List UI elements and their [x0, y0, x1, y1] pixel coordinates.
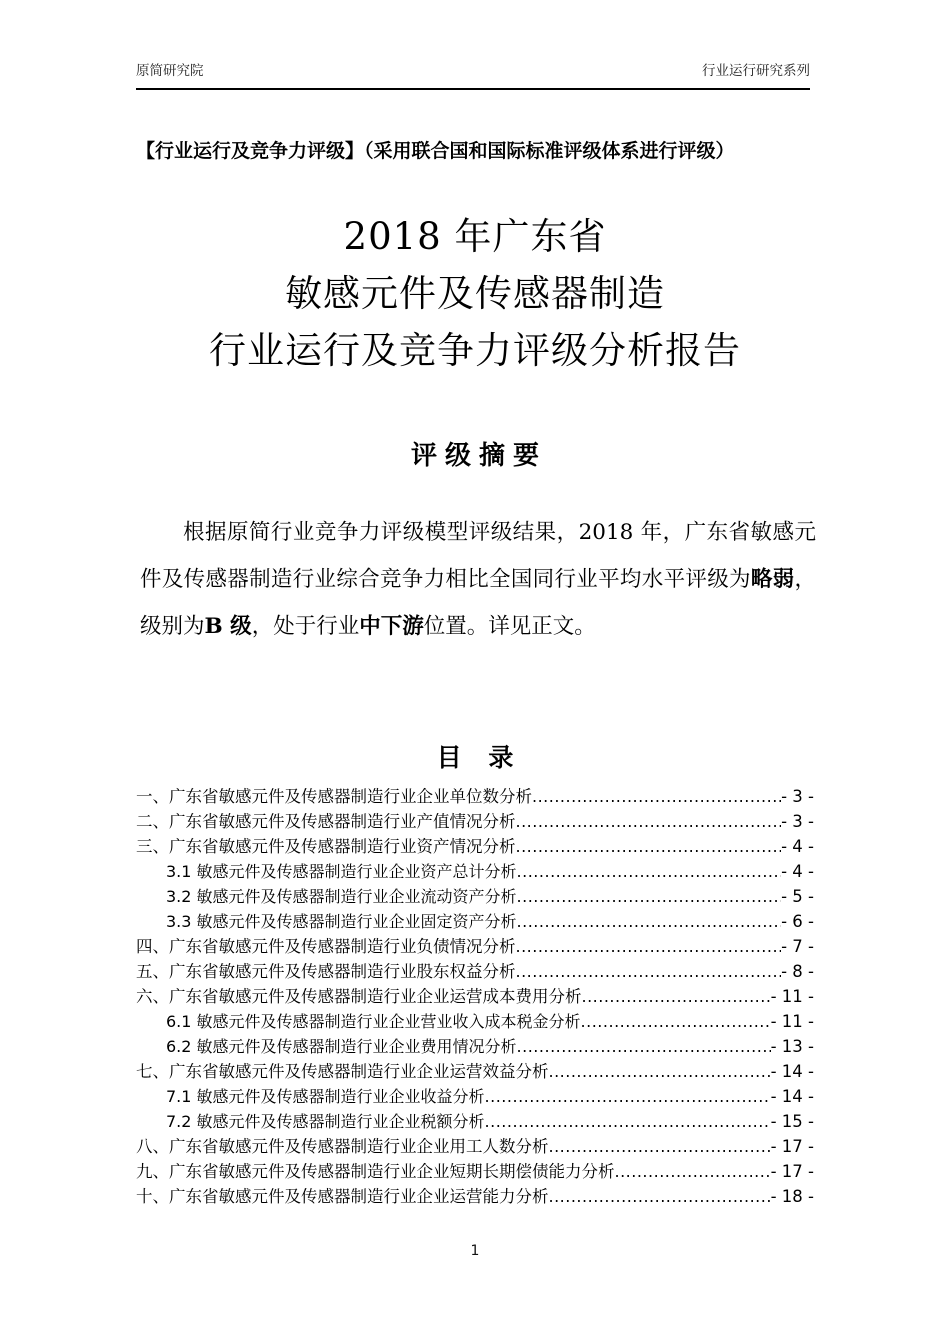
- summary-emphasis-grade: B 级: [204, 613, 252, 639]
- toc-entry-page: - 13 -: [770, 1037, 814, 1056]
- toc-entry[interactable]: [136, 1084, 814, 1109]
- title-line-3: 行业运行及竞争力评级分析报告: [209, 329, 741, 372]
- title-line-1: 2018 年广东省: [343, 215, 607, 258]
- toc-entry[interactable]: [136, 1109, 814, 1134]
- toc-dot-leader: [517, 909, 782, 934]
- summary-text-part-1: 根据原简行业竞争力评级模型评级结果，2018 年，广东省敏感元件及传感器制造行业综合竞争力相比全国同行业平均水平评级为: [140, 519, 816, 592]
- toc-entry-label: 十、广东省敏感元件及传感器制造行业企业运营能力分析: [136, 1187, 549, 1206]
- toc-entry[interactable]: [136, 1159, 814, 1184]
- header-divider-rule: [136, 88, 810, 90]
- toc-entry-label: 3.3 敏感元件及传感器制造行业企业固定资产分析: [166, 912, 517, 931]
- summary-text-part-4: 位置。详见正文。: [423, 613, 596, 639]
- running-header: [136, 62, 810, 80]
- toc-dot-leader: [582, 984, 771, 1009]
- title-line-2: 敏感元件及传感器制造: [285, 272, 665, 315]
- toc-dot-leader: [615, 1159, 771, 1184]
- toc-entry-label: 3.2 敏感元件及传感器制造行业企业流动资产分析: [166, 887, 517, 906]
- toc-entry-label: 一、广东省敏感元件及传感器制造行业企业单位数分析: [136, 787, 532, 806]
- toc-entry-page: - 11 -: [770, 987, 814, 1006]
- toc-entry-page: - 17 -: [770, 1137, 814, 1156]
- toc-entry[interactable]: [136, 1009, 814, 1034]
- summary-emphasis-rating: 略弱: [750, 566, 795, 592]
- toc-entry-label: 6.2 敏感元件及传感器制造行业企业费用情况分析: [166, 1037, 517, 1056]
- header-organization: 原简研究院: [136, 63, 204, 79]
- toc-entry-label: 九、广东省敏感元件及传感器制造行业企业短期长期偿债能力分析: [136, 1162, 615, 1181]
- toc-dot-leader: [517, 884, 782, 909]
- toc-entry-label: 四、广东省敏感元件及传感器制造行业负债情况分析: [136, 937, 516, 956]
- toc-entry[interactable]: [136, 834, 814, 859]
- toc-entry-label: 三、广东省敏感元件及传感器制造行业资产情况分析: [136, 837, 516, 856]
- toc-entry-label: 八、广东省敏感元件及传感器制造行业企业用工人数分析: [136, 1137, 549, 1156]
- toc-entry-page: - 8 -: [781, 962, 814, 981]
- toc-entry[interactable]: [136, 1059, 814, 1084]
- toc-entry-label: 七、广东省敏感元件及传感器制造行业企业运营效益分析: [136, 1062, 549, 1081]
- toc-entry[interactable]: [136, 859, 814, 884]
- document-title: [0, 208, 950, 379]
- toc-entry-page: - 18 -: [770, 1187, 814, 1206]
- toc-entry-page: - 14 -: [770, 1062, 814, 1081]
- summary-heading: 评级摘要: [410, 441, 547, 471]
- toc-entry-page: - 14 -: [770, 1087, 814, 1106]
- summary-text-part-3: ，处于行业: [251, 613, 360, 639]
- toc-entry[interactable]: [136, 809, 814, 834]
- toc-entry[interactable]: [136, 1134, 814, 1159]
- toc-entry[interactable]: [136, 934, 814, 959]
- toc-entry[interactable]: [136, 1034, 814, 1059]
- toc-entry[interactable]: [136, 784, 814, 809]
- rating-band-subtitle: 【行业运行及竞争力评级】（采用联合国和国际标准评级体系进行评级）: [136, 140, 735, 162]
- toc-entry-page: - 17 -: [770, 1162, 814, 1181]
- toc-entry-page: - 6 -: [781, 912, 814, 931]
- toc-dot-leader: [485, 1109, 771, 1134]
- toc-entry-label: 6.1 敏感元件及传感器制造行业企业营业收入成本税金分析: [166, 1012, 581, 1031]
- toc-entry-page: - 3 -: [781, 787, 814, 806]
- summary-emphasis-position: 中下游: [359, 613, 424, 639]
- toc-entry[interactable]: [136, 1184, 814, 1209]
- toc-dot-leader: [517, 1034, 771, 1059]
- toc-entry-page: - 5 -: [781, 887, 814, 906]
- toc-entry[interactable]: [136, 959, 814, 984]
- summary-paragraph: [140, 509, 816, 650]
- toc-dot-leader: [549, 1134, 771, 1159]
- toc-entry[interactable]: [136, 984, 814, 1009]
- toc-dot-leader: [581, 1009, 771, 1034]
- toc-dot-leader: [549, 1184, 771, 1209]
- toc-dot-leader: [517, 859, 782, 884]
- toc-dot-leader: [549, 1059, 771, 1084]
- toc-dot-leader: [485, 1084, 771, 1109]
- toc-entry-label: 二、广东省敏感元件及传感器制造行业产值情况分析: [136, 812, 516, 831]
- toc-entry-label: 六、广东省敏感元件及传感器制造行业企业运营成本费用分析: [136, 987, 582, 1006]
- toc-entry[interactable]: [136, 909, 814, 934]
- toc-entry-page: - 11 -: [770, 1012, 814, 1031]
- toc-heading: 目 录: [436, 743, 523, 772]
- toc-entry-page: - 4 -: [781, 837, 814, 856]
- header-series: 行业运行研究系列: [702, 63, 810, 79]
- toc-dot-leader: [532, 784, 781, 809]
- footer-page-number: 1: [470, 1243, 480, 1259]
- toc-entry-page: - 4 -: [781, 862, 814, 881]
- toc-entry-label: 7.2 敏感元件及传感器制造行业企业税额分析: [166, 1112, 485, 1131]
- toc-entry-page: - 3 -: [781, 812, 814, 831]
- toc-dot-leader: [516, 834, 782, 859]
- table-of-contents: [136, 784, 814, 1209]
- summary-text-part-2: ，级别为: [140, 566, 816, 639]
- toc-entry-label: 7.1 敏感元件及传感器制造行业企业收益分析: [166, 1087, 485, 1106]
- toc-entry-label: 3.1 敏感元件及传感器制造行业企业资产总计分析: [166, 862, 517, 881]
- toc-entry-page: - 7 -: [781, 937, 814, 956]
- toc-dot-leader: [516, 934, 782, 959]
- toc-entry[interactable]: [136, 884, 814, 909]
- toc-dot-leader: [516, 959, 782, 984]
- toc-dot-leader: [516, 809, 782, 834]
- toc-entry-label: 五、广东省敏感元件及传感器制造行业股东权益分析: [136, 962, 516, 981]
- toc-entry-page: - 15 -: [770, 1112, 814, 1131]
